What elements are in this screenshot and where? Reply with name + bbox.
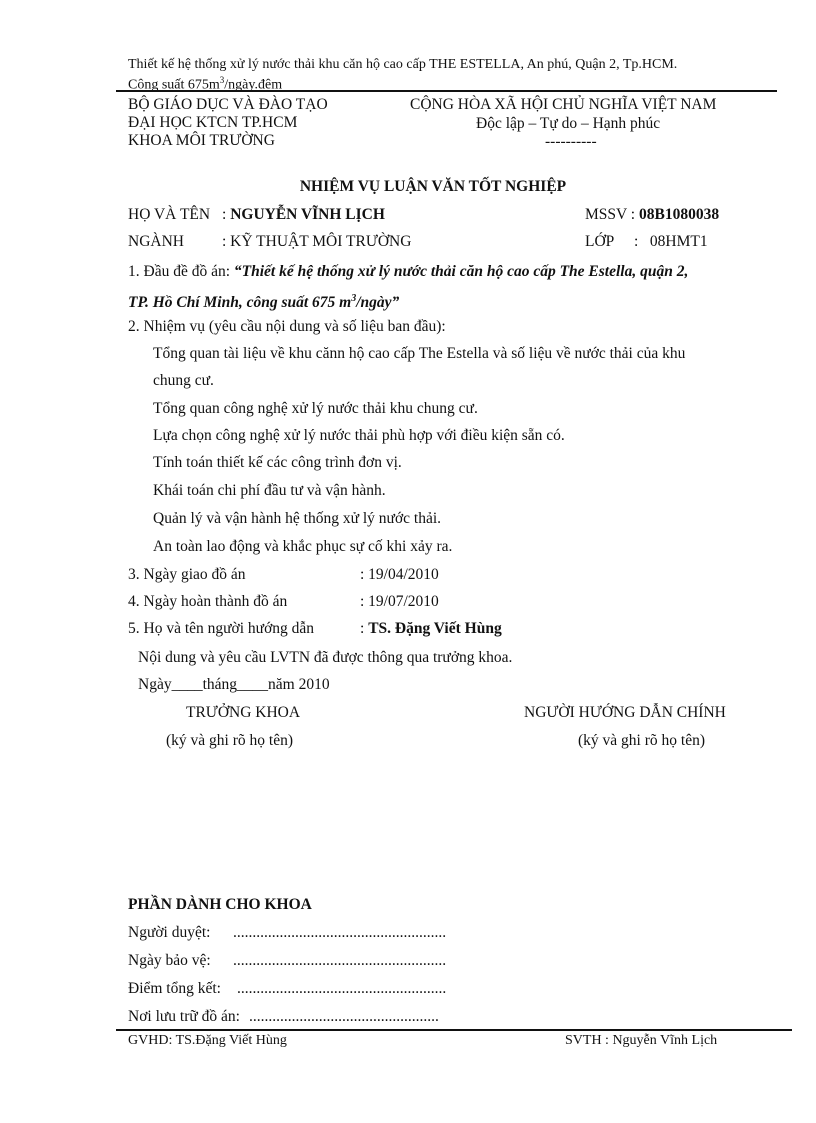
republic-title: CỘNG HÒA XÃ HỘI CHỦ NGHĨA VIỆT NAM (410, 96, 717, 113)
student-name-value: NGUYỄN VĨNH LỊCH (230, 206, 385, 223)
republic-motto: Độc lập – Tự do – Hạnh phúc (476, 115, 661, 132)
university-name: ĐẠI HỌC KTCN TP.HCM (128, 114, 298, 131)
student-id-value: 08B1080038 (639, 206, 720, 223)
topic-title-line2: TP. Hồ Chí Minh, công suất 675 m (128, 294, 352, 312)
student-name (222, 206, 385, 224)
reviewer-dots: ....................................................... (233, 924, 447, 941)
task-item: Tổng quan tài liệu về khu cănn hộ cao cấp The Estella và số liệu về nước thải của khu (153, 345, 686, 362)
running-header-capacity: Công suất 675m (128, 77, 220, 93)
major-label: NGÀNH (128, 233, 184, 250)
assign-date-value: : 19/04/2010 (360, 566, 439, 583)
topic-line2 (128, 290, 399, 312)
ministry-name: BỘ GIÁO DỤC VÀ ĐÀO TẠO (128, 96, 328, 113)
advisor-sign-note: (ký và ghi rõ họ tên) (578, 732, 705, 749)
final-score-dots: ...................................................... (237, 980, 447, 997)
running-header-unit: /ngày.đêm (224, 77, 283, 93)
task-item: An toàn lao động và khắc phục sự cố khi xảy ra. (153, 538, 453, 555)
approval-note: Nội dung và yêu cầu LVTN đã được thông qua trưởng khoa. (138, 649, 513, 666)
advisor-name: TS. Đặng Viết Hùng (368, 620, 502, 637)
advisor-label: 5. Họ và tên người hướng dẫn (128, 620, 315, 637)
archive-label: Nơi lưu trữ đồ án: (128, 1008, 240, 1025)
topic-title-line1: “Thiết kế hệ thống xử lý nước thải căn hộ cao cấp The Estella, quận 2, (233, 263, 689, 280)
student-name-label: HỌ VÀ TÊN (128, 206, 211, 223)
header-rule (116, 90, 777, 92)
dean-title: TRƯỞNG KHOA (186, 704, 301, 721)
advisor-sep: : (360, 620, 369, 637)
tasks-label: 2. Nhiệm vụ (yêu cầu nội dung và số liệu ban đầu): (128, 318, 446, 335)
archive-dots: ................................................. (249, 1008, 439, 1025)
advisor-title: NGƯỜI HƯỚNG DẪN CHÍNH (524, 704, 726, 721)
topic-line1 (128, 263, 688, 281)
task-item: Tính toán thiết kế các công trình đơn vị. (153, 454, 402, 471)
student-id (585, 206, 719, 224)
topic-unit: /ngày” (356, 294, 400, 312)
class-label: LỚP (585, 233, 615, 250)
student-name-sep: : (222, 206, 231, 223)
task-item: Lựa chọn công nghệ xử lý nước thải phù hợp với điều kiện sẵn có. (153, 427, 565, 444)
task-item: Quản lý và vận hành hệ thống xử lý nước thải. (153, 510, 442, 527)
faculty-section-title: PHẦN DÀNH CHO KHOA (128, 896, 312, 913)
complete-date-value: : 19/07/2010 (360, 593, 439, 610)
running-header-line1: Thiết kế hệ thống xử lý nước thải khu căn hộ cao cấp THE ESTELLA, An phú, Quận 2, Tp.HCM. (128, 57, 678, 72)
student-id-label: MSSV : (585, 206, 639, 223)
defense-date-label: Ngày bảo vệ: (128, 952, 211, 969)
assign-date-label: 3. Ngày giao đồ án (128, 566, 246, 583)
running-header-sup: 3 (219, 75, 225, 85)
final-score-label: Điểm tổng kết: (128, 980, 221, 997)
task-item: Khái toán chi phí đầu tư và vận hành. (153, 482, 386, 499)
date-line: Ngày____tháng____năm 2010 (138, 676, 330, 693)
reviewer-label: Người duyệt: (128, 924, 211, 941)
document-title: NHIỆM VỤ LUẬN VĂN TỐT NGHIỆP (299, 178, 567, 195)
task-item: Tổng quan công nghệ xử lý nước thải khu chung cư. (153, 400, 478, 417)
topic-sup: 3 (351, 293, 357, 304)
motto-divider: ---------- (545, 133, 597, 150)
major-value: : KỸ THUẬT MÔI TRƯỜNG (222, 233, 412, 250)
complete-date-label: 4. Ngày hoàn thành đồ án (128, 593, 288, 610)
defense-date-dots: ....................................................... (233, 952, 447, 969)
class-value: : 08HMT1 (634, 233, 708, 250)
footer-student: SVTH : Nguyễn Vĩnh Lịch (565, 1033, 718, 1048)
advisor (360, 620, 502, 638)
task-item: chung cư. (153, 372, 214, 389)
topic-label: 1. Đầu đề đồ án: (128, 263, 234, 280)
footer-rule (116, 1029, 792, 1031)
dean-sign-note: (ký và ghi rõ họ tên) (166, 732, 293, 749)
footer-advisor: GVHD: TS.Đặng Viết Hùng (128, 1033, 287, 1048)
faculty-name: KHOA MÔI TRƯỜNG (128, 132, 275, 149)
